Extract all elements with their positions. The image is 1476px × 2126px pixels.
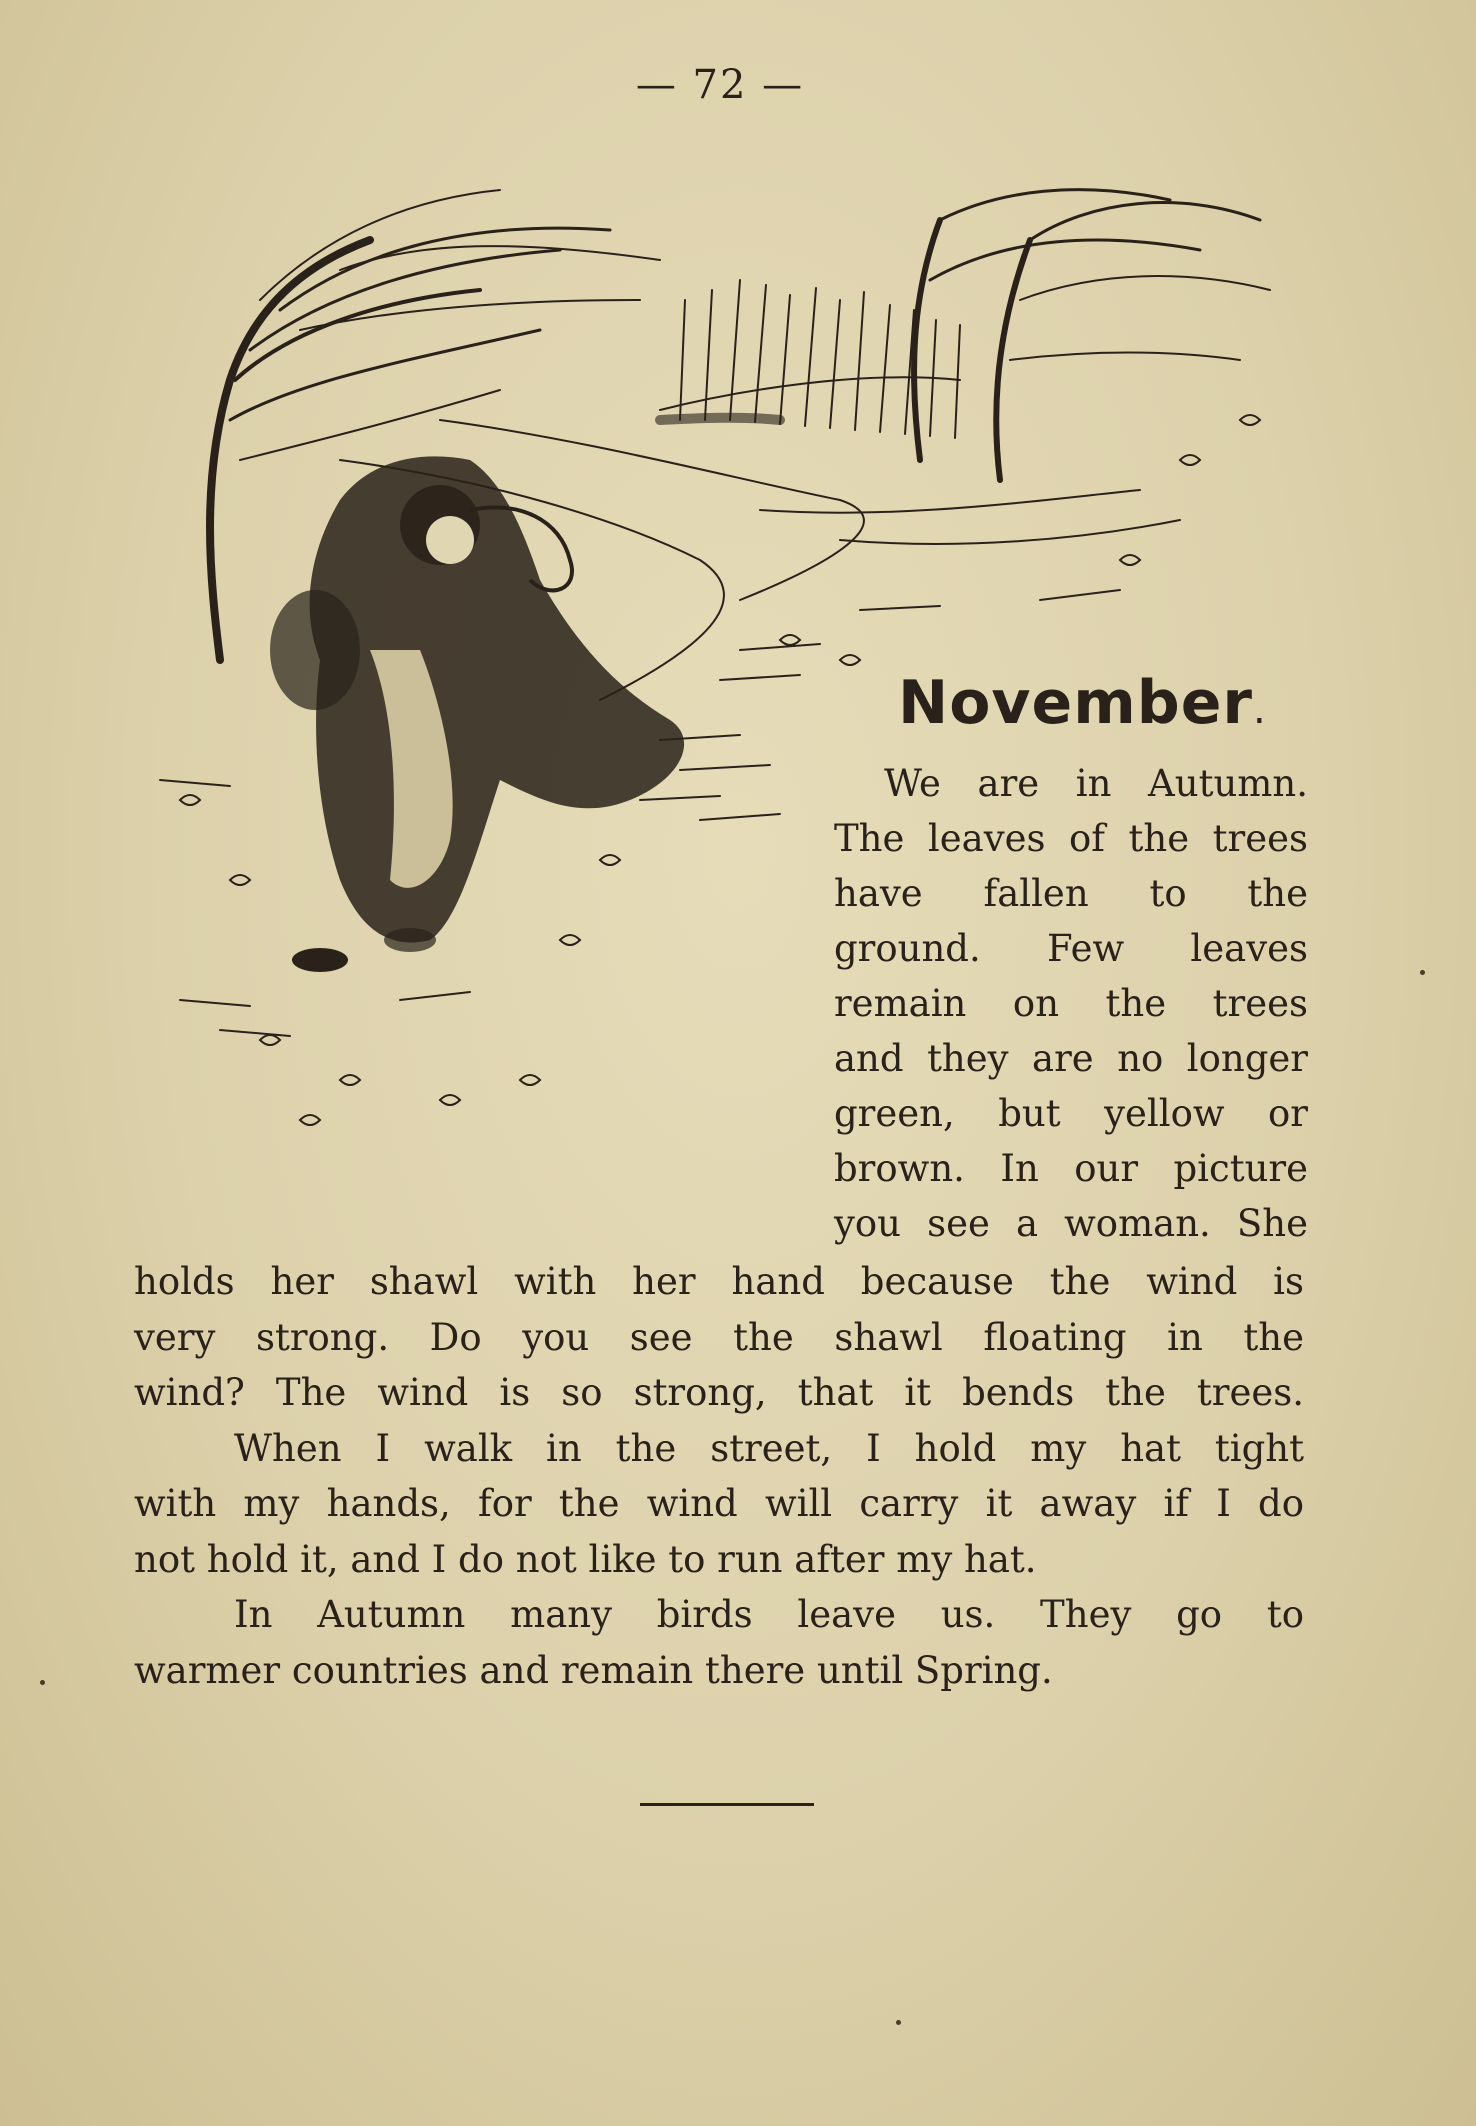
text-line: When I walk in the street, I hold my hat tight <box>234 1426 1304 1470</box>
text-line: In Autumn many birds leave us. They go to <box>234 1593 1304 1636</box>
side-paragraph <box>834 756 1308 1251</box>
page-number: — 72 — <box>635 62 805 108</box>
text-line: ground. Few leaves <box>834 927 1308 970</box>
text-line: you see a woman. She <box>834 1202 1308 1245</box>
text-line: have fallen to the <box>834 872 1308 915</box>
text-line: holds her shawl with her hand because the wind is <box>134 1260 1304 1303</box>
text-line: wind? The wind is so strong, that it bends the trees. <box>134 1371 1304 1414</box>
paper-speck <box>896 2020 901 2025</box>
chapter-title-text: November <box>898 668 1253 738</box>
paper-speck <box>1420 970 1425 975</box>
chapter-title <box>898 668 1267 738</box>
text-line: brown. In our picture <box>834 1147 1308 1190</box>
main-paragraphs <box>134 1254 1304 1698</box>
text-line: warmer countries and remain there until Spring. <box>134 1648 1053 1692</box>
paper-speck <box>40 1680 45 1685</box>
text-line: We are in Autumn. <box>884 762 1308 805</box>
text-line: green, but yellow or <box>834 1092 1308 1135</box>
text-line: The leaves of the trees <box>834 817 1308 860</box>
text-line: remain on the trees <box>834 982 1308 1025</box>
text-line: and they are no longer <box>834 1037 1308 1080</box>
text-line: with my hands, for the wind will carry it away if I do <box>134 1482 1304 1525</box>
title-dot: . <box>1253 687 1267 733</box>
text-line: not hold it, and I do not like to run after my hat. <box>134 1537 1037 1581</box>
text-line: very strong. Do you see the shawl floating in the <box>134 1315 1304 1359</box>
section-rule <box>640 1803 814 1806</box>
